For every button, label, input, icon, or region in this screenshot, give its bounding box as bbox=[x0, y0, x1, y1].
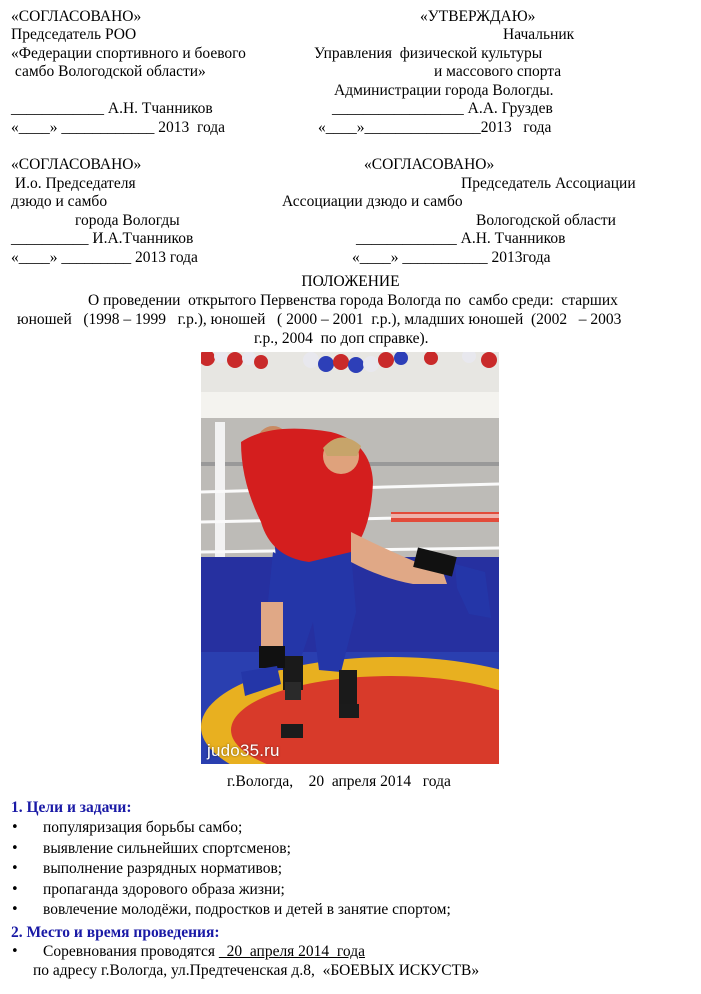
approval-mid-left-date: «____» _________ 2013 года bbox=[11, 249, 198, 266]
section2-item-prefix: Соревнования проводятся bbox=[43, 943, 215, 960]
section1-list bbox=[11, 818, 451, 921]
approval-top-right-date: «____»_______________2013 года bbox=[318, 119, 552, 136]
list-item: • выполнение разрядных нормативов; bbox=[11, 859, 451, 880]
section2-heading: 2. Место и время проведения: bbox=[11, 924, 220, 941]
photo-watermark: judo35.ru bbox=[207, 741, 280, 760]
approval-mid-left-head: «СОГЛАСОВАНО» bbox=[11, 156, 142, 173]
approval-mid-right-line2: Ассоциации дзюдо и самбо bbox=[282, 193, 463, 210]
approval-mid-left-sign: __________ И.А.Тчанников bbox=[11, 230, 194, 247]
approval-top-right-line4: Администрации города Вологды. bbox=[334, 82, 554, 99]
document-title: ПОЛОЖЕНИЕ bbox=[301, 273, 400, 290]
approval-top-left-line1: Председатель РОО bbox=[11, 26, 137, 43]
place-date: г.Вологда, 20 апреля 2014 года bbox=[227, 773, 451, 790]
approval-mid-right-date: «____» ___________ 2013года bbox=[352, 249, 551, 266]
approval-top-right-line3: и массового спорта bbox=[434, 63, 562, 80]
section1-heading: 1. Цели и задачи: bbox=[11, 799, 132, 816]
section2-item-date: 20 апреля 2014 года bbox=[218, 943, 365, 960]
approval-mid-left-line2: дзюдо и самбо bbox=[11, 193, 108, 210]
subtitle-line-2: юношей (1998 – 1999 г.р.), юношей ( 2000 – 2001 г.р.), младших юношей (2002 – 2003 bbox=[17, 311, 622, 328]
approval-mid-left-line1: И.о. Председателя bbox=[11, 175, 136, 192]
approval-mid-right-head: «СОГЛАСОВАНО» bbox=[364, 156, 495, 173]
approval-mid-right-line1: Председатель Ассоциации bbox=[461, 175, 636, 192]
list-item: • вовлечение молодёжи, подростков и детей в занятие спортом; bbox=[11, 900, 451, 921]
list-item: • популяризация борьбы самбо; bbox=[11, 818, 451, 839]
approval-top-left-line2: «Федерации спортивного и боевого bbox=[11, 45, 246, 62]
approval-top-left-date: «____» ____________ 2013 года bbox=[11, 119, 226, 136]
approval-top-right-line2: Управления физической культуры bbox=[314, 45, 543, 62]
list-item: • пропаганда здорового образа жизни; bbox=[11, 880, 451, 901]
approval-mid-right-line3: Вологодской области bbox=[476, 212, 616, 229]
list-item bbox=[11, 942, 365, 963]
list-item: • выявление сильнейших спортсменов; bbox=[11, 839, 451, 860]
approval-top-right-sign: _________________ А.А. Груздев bbox=[332, 100, 553, 117]
approval-top-right-line1: Начальник bbox=[503, 26, 575, 43]
approval-top-left-head: «СОГЛАСОВАНО» bbox=[11, 8, 142, 25]
section2-list bbox=[11, 942, 365, 963]
subtitle-line-1: О проведении открытого Первенства города Вологда по самбо среди: старших bbox=[88, 292, 618, 309]
subtitle-line-3: г.р., 2004 по доп справке). bbox=[254, 330, 429, 347]
approval-top-left-line3: самбо Вологодской области» bbox=[11, 63, 206, 80]
section2-address: по адресу г.Вологда, ул.Предтеченская д.8, «БОЕВЫХ ИСКУСТВ» bbox=[33, 962, 480, 979]
approval-top-left-sign: ____________ А.Н. Тчанников bbox=[11, 100, 213, 117]
approval-mid-left-line3: города Вологды bbox=[75, 212, 180, 229]
approval-top-right-head: «УТВЕРЖДАЮ» bbox=[420, 8, 536, 25]
sambo-photo bbox=[201, 352, 499, 764]
approval-mid-right-sign: _____________ А.Н. Тчанников bbox=[356, 230, 566, 247]
